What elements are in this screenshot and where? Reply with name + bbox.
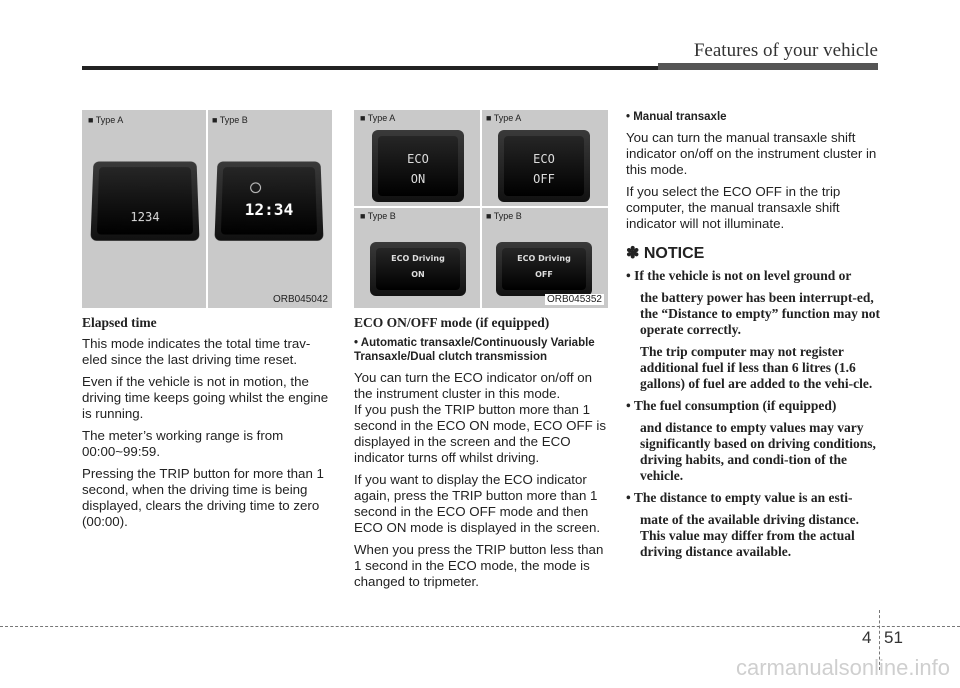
notice-item-continued: The trip computer may not register additional fuel if less than 6 litres (1.6 gallons) of fuel are added to the vehi-cle. xyxy=(640,344,873,391)
section-title: Features of your vehicle xyxy=(693,40,878,61)
eco-text: ECO xyxy=(407,152,429,166)
figure-eco-mode xyxy=(354,110,608,308)
eco-status-on: ON xyxy=(410,172,426,186)
paragraph: When you press the TRIP button less than 1 second in the ECO mode, the mode is changed to tripmeter. xyxy=(354,542,604,589)
cluster-display-type-a xyxy=(90,161,199,240)
paragraph: If you want to display the ECO indicator again, press the TRIP button more than 1 second in the ECO OFF mode and then ECO ON mode is displayed in the screen. xyxy=(354,472,601,535)
chapter-number: 4 xyxy=(862,628,872,647)
column-manual-transaxle xyxy=(626,110,880,566)
elapsed-time-readout-a: 1234 xyxy=(130,209,160,225)
eco-status-off: OFF xyxy=(535,270,553,279)
eco-on-display-type-b xyxy=(370,242,466,296)
paragraph: You can turn the manual transaxle shift indicator on/off on the instrument cluster in this mode. xyxy=(626,130,877,177)
clock-icon xyxy=(250,182,261,193)
notice-item: • If the vehicle is not on level ground or xyxy=(626,268,852,283)
eco-off-display-type-a xyxy=(498,130,590,202)
eco-off-display-type-b xyxy=(496,242,592,296)
eco-driving-text: ECO Driving xyxy=(517,254,571,263)
eco-text: ECO xyxy=(533,152,555,166)
eco-status-off: OFF xyxy=(533,172,555,186)
bullet-manual-transaxle: • Manual transaxle xyxy=(626,111,727,123)
paragraph: If you select the ECO OFF in the trip computer, the manual transaxle shift indicator will not illuminate. xyxy=(626,184,841,231)
figure-code: ORB045352 xyxy=(546,294,602,305)
elapsed-time-readout-b: 12:34 xyxy=(244,200,294,220)
figure-divider xyxy=(206,110,208,308)
page-number: 51 xyxy=(884,628,903,647)
notice-item-continued: and distance to empty values may vary significantly based on driving conditions, driving habits, and condi-tion of the vehicle. xyxy=(640,420,876,483)
type-b-label: ■ Type B xyxy=(360,211,396,221)
type-a-label: ■ Type A xyxy=(486,113,522,123)
heading-elapsed-time: Elapsed time xyxy=(82,315,157,330)
paragraph: Pressing the TRIP button for more than 1 second, when the driving time is being displayed, clears the driving time to zero (00:00). xyxy=(82,466,324,529)
footer-rule xyxy=(0,626,960,627)
type-b-label: ■ Type B xyxy=(212,115,248,125)
eco-status-on: ON xyxy=(411,270,425,279)
figure-elapsed-time xyxy=(82,110,332,308)
figure-divider xyxy=(354,206,608,208)
notice-item: • The distance to empty value is an esti- xyxy=(626,490,853,505)
notice-item-continued: mate of the available driving distance. This value may differ from the actual driving distance available. xyxy=(640,512,859,559)
figure-code: ORB045042 xyxy=(272,294,328,305)
heading-eco-mode: ECO ON/OFF mode (if equipped) xyxy=(354,315,550,330)
cluster-display-type-b xyxy=(214,161,323,240)
paragraph: You can turn the ECO indicator on/off on the instrument cluster in this mode. xyxy=(354,370,593,401)
notice-title: ✽ NOTICE xyxy=(626,245,705,262)
notice-item-continued: the battery power has been interrupt-ed, the “Distance to empty” function may not operate correctly. xyxy=(640,290,880,337)
eco-on-display-type-a xyxy=(372,130,464,202)
bullet-automatic-transaxle: • Automatic transaxle/Continuously Variable Transaxle/Dual clutch transmission xyxy=(354,337,595,363)
watermark: carmanualsonline.info xyxy=(735,655,950,680)
type-a-label: ■ Type A xyxy=(88,115,124,125)
header-rule-accent xyxy=(658,63,878,70)
notice-item: • The fuel consumption (if equipped) xyxy=(626,398,837,413)
paragraph: If you push the TRIP button more than 1 second in the ECO ON mode, ECO OFF is displayed in the screen and the ECO indicator turns off whilst driving. xyxy=(354,402,606,465)
type-b-label: ■ Type B xyxy=(486,211,522,221)
type-a-label: ■ Type A xyxy=(360,113,396,123)
figure-divider xyxy=(480,110,482,308)
paragraph: This mode indicates the total time trav-eled since the last driving time reset. xyxy=(82,336,311,367)
column-elapsed-time xyxy=(82,315,334,536)
column-eco-mode xyxy=(354,315,606,596)
paragraph: The meter’s working range is from 00:00~99:59. xyxy=(82,428,284,459)
eco-driving-text: ECO Driving xyxy=(391,254,445,263)
paragraph: Even if the vehicle is not in motion, the driving time keeps going whilst the engine is running. xyxy=(82,374,329,421)
